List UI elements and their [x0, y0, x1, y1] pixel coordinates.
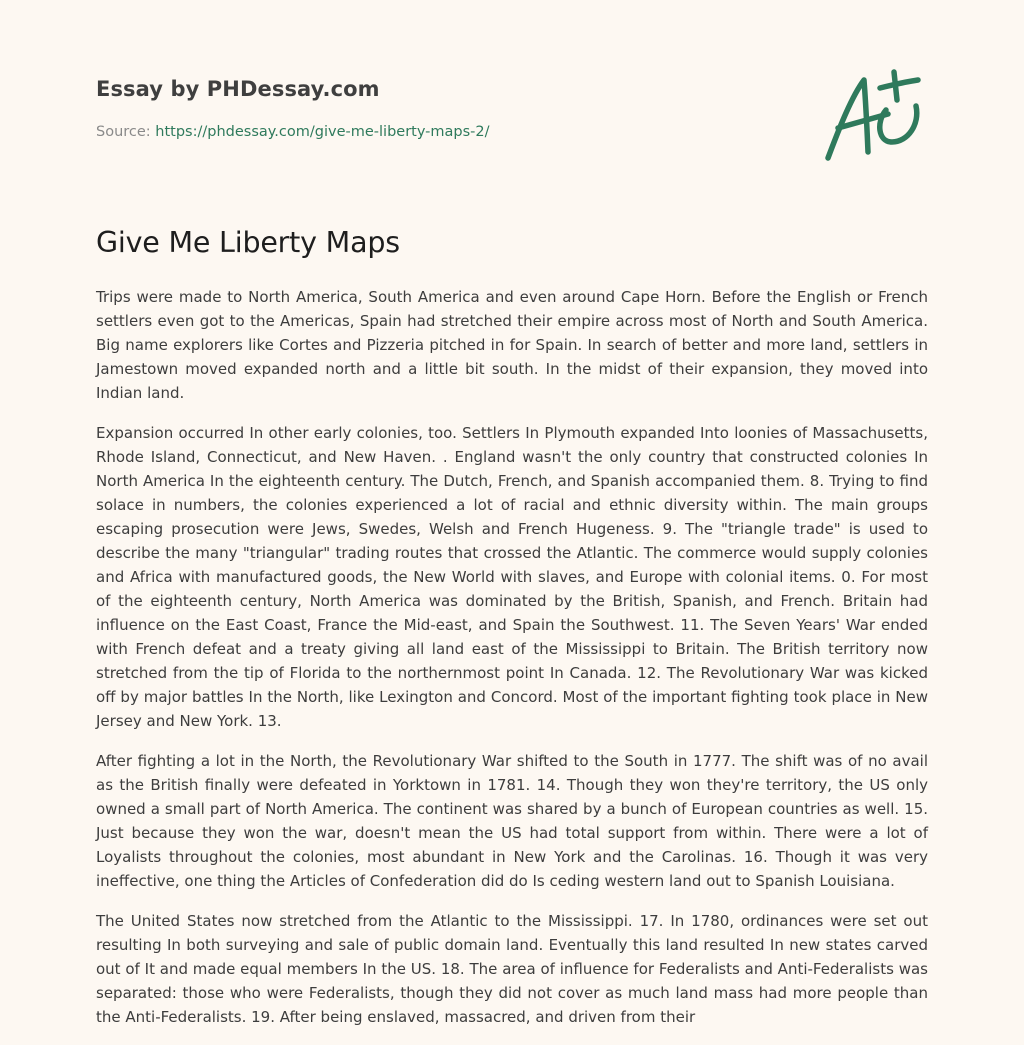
page-title: Give Me Liberty Maps [96, 226, 400, 259]
source-line [96, 124, 490, 140]
source-link[interactable]: https://phdessay.com/give-me-liberty-maps-2/ [155, 124, 490, 140]
site-brand: Essay by PHDessay.com [96, 77, 380, 101]
essay-paragraph: Trips were made to North America, South America and even around Cape Horn. Before the English or French settlers even got to the Americas, Spain had stretched their empire across most of North and South America. Big name explorers like Cortes and Pizzeria pitched in for Spain. In search of better and more land, settlers in Jamestown moved expanded north and a little bit south. In the midst of their expansion, they moved into Indian land. [96, 288, 928, 402]
essay-paragraph: Expansion occurred In other early colonies, too. Settlers In Plymouth expanded Into loonies of Massachusetts, Rhode Island, Connecticut, and New Haven. . England wasn't the only country that constructed colonies In North America In the eighteenth century. The Dutch, French, and Spanish accompanied them. 8. Trying to find solace in numbers, the colonies experienced a lot of racial and ethnic diversity within. The main groups escaping prosecution were Jews, Swedes, Welsh and French Hugeness. 9. The "triangle trade" is used to describe the many "triangular" trading routes that crossed the Atlantic. The commerce would supply colonies and Africa with manufactured goods, the New World with slaves, and Europe with colonial items. 0. For most of the eighteenth century, North America was dominated by the British, Spanish, and French. Britain had influence on the East Coast, France the Mid-east, and Spain the Southwest. 11. The Seven Years' War ended with French defeat and a treaty giving all land east of the Mississippi to Britain. The British territory now stretched from the tip of Florida to the northernmost point In Canada. 12. The Revolutionary War was kicked off by major battles In the North, like Lexington and Concord. Most of the important fighting took place in New Jersey and New York. 13. [96, 424, 928, 730]
essay-paragraph: After fighting a lot in the North, the Revolutionary War shifted to the South in 1777. The shift was of no avail as the British finally were defeated in Yorktown in 1781. 14. Though they won they're territory, the US only owned a small part of North America. The continent was shared by a bunch of European countries as well. 15. Just because they won the war, doesn't mean the US had total support from within. There were a lot of Loyalists throughout the colonies, most abundant in New York and the Carolinas. 16. Though it was very ineffective, one thing the Articles of Confederation did do Is ceding western land out to Spanish Louisiana. [96, 752, 928, 890]
a-plus-grade-icon [818, 66, 928, 166]
source-label: Source: [96, 124, 151, 140]
essay-paragraph: The United States now stretched from the Atlantic to the Mississippi. 17. In 1780, ordinances were set out resulting In both surveying and sale of public domain land. Eventually this land resulted In new states carved out of It and made equal members In the US. 18. The area of influence for Federalists and Anti-Federalists was separated: those who were Federalists, though they did not cover as much land mass had more people than the Anti-Federalists. 19. After being enslaved, massacred, and driven from their [96, 912, 928, 1026]
essay-body [96, 285, 928, 1045]
